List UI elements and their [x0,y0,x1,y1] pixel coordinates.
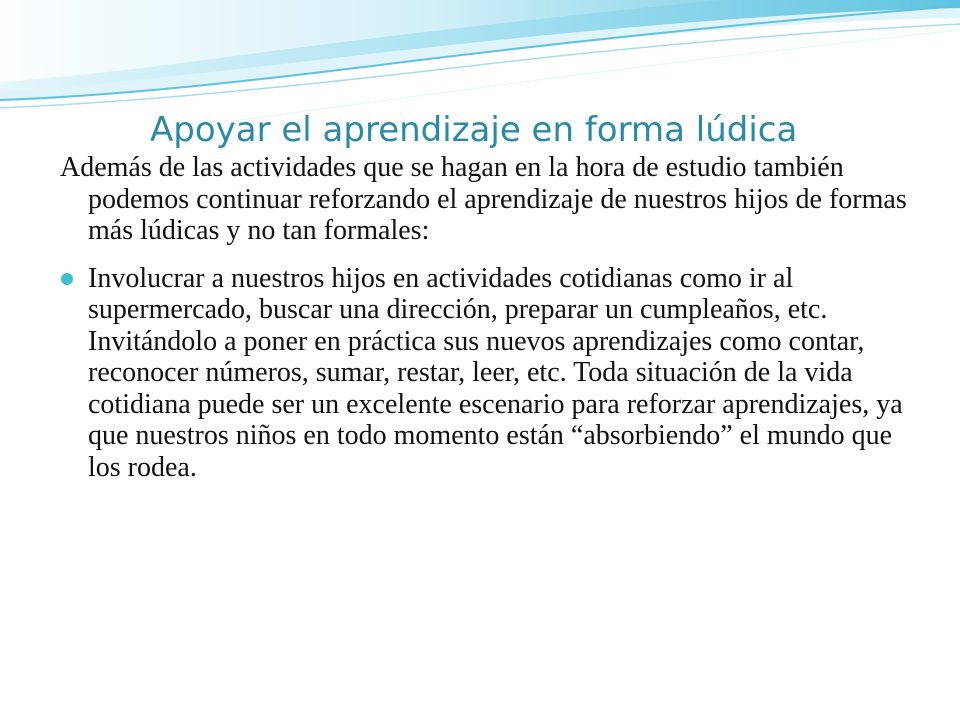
bullet-text: Involucrar a nuestros hijos en actividades cotidianas como ir al supermercado, buscar una dirección, preparar un cumpleaños, etc. Invitándolo a poner en práctica sus nuevos aprendizajes como contar, reconocer números, sumar, restar, leer, etc. Toda situación de la vida cotidiana puede ser un excelente escenario para reforzar aprendizajes, ya que nuestros niños en todo momento están “absorbiendo” el mundo que los rodea. [88,262,903,483]
bullet-dot-icon [61,273,73,285]
intro-paragraph: Además de las actividades que se hagan en la hora de estudio también podemos continuar reforzando el aprendizaje de nuestros hijos de formas más lúdicas y no tan formales: [60,152,907,246]
wave-header-decoration [0,0,960,120]
bullet-item [60,263,920,484]
slide-body [60,152,920,483]
slide-title: Apoyar el aprendizaje en forma lúdica [150,110,798,150]
